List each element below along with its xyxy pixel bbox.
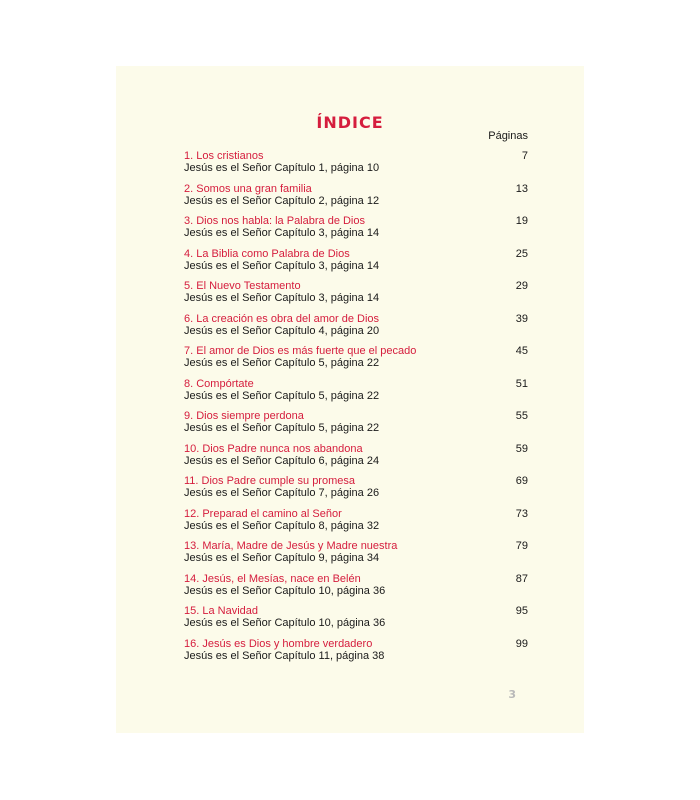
toc-entry-title: 13. María, Madre de Jesús y Madre nuestra	[184, 540, 398, 552]
toc-entry-page-number: 79	[515, 540, 528, 552]
toc-entry-reference: Jesús es el Señor Capítulo 1, página 10	[184, 162, 380, 174]
toc-entry-title: 2. Somos una gran familia	[184, 182, 312, 195]
toc-entry-title: 14. Jesús, el Mesías, nace en Belén	[184, 572, 361, 585]
toc-entry-title: 4. La Biblia como Palabra de Dios	[184, 247, 350, 260]
toc-entry-page-number: 45	[515, 345, 528, 357]
toc-entry-title: 1. Los cristianos	[184, 150, 264, 162]
page-number: 3	[508, 688, 516, 701]
page-title: ÍNDICE	[316, 113, 384, 132]
document-page	[116, 66, 584, 733]
toc-entry-page-number: 39	[515, 312, 528, 325]
toc-entry	[184, 280, 528, 313]
pages-column-header: Páginas	[488, 130, 528, 142]
toc-entry-reference: Jesús es el Señor Capítulo 7, página 26	[184, 487, 380, 499]
toc-entry-page-number: 29	[515, 280, 528, 292]
toc-entry	[184, 638, 528, 671]
toc-entry-title: 8. Compórtate	[184, 377, 254, 390]
toc-entry-page-number: 99	[515, 637, 528, 650]
toc-entry	[184, 215, 528, 248]
toc-entry	[184, 475, 528, 508]
toc-entry-reference: Jesús es el Señor Capítulo 11, página 38	[184, 649, 385, 662]
toc-entry-title: 12. Preparad el camino al Señor	[184, 507, 342, 520]
toc-entry-reference: Jesús es el Señor Capítulo 2, página 12	[184, 194, 380, 207]
toc-entry-page-number: 73	[515, 507, 528, 520]
toc-entry	[184, 183, 528, 216]
toc-entry	[184, 410, 528, 443]
toc-entry-title: 9. Dios siempre perdona	[184, 410, 304, 422]
toc-entry-reference: Jesús es el Señor Capítulo 3, página 14	[184, 259, 380, 272]
toc-entry-page-number: 95	[515, 605, 528, 617]
toc-entry-reference: Jesús es el Señor Capítulo 8, página 32	[184, 519, 380, 532]
toc-entry-reference: Jesús es el Señor Capítulo 3, página 14	[184, 292, 380, 304]
toc-entry-page-number: 7	[521, 150, 528, 162]
toc-entry-title: 3. Dios nos habla: la Palabra de Dios	[184, 215, 365, 227]
toc-entry	[184, 248, 528, 281]
toc-entry-title: 7. El amor de Dios es más fuerte que el pecado	[184, 345, 417, 357]
toc-entry-reference: Jesús es el Señor Capítulo 6, página 24	[184, 454, 380, 467]
toc-entry	[184, 313, 528, 346]
toc-entry	[184, 508, 528, 541]
toc-entry-page-number: 59	[515, 442, 528, 455]
toc-list	[184, 150, 528, 670]
toc-entry-title: 10. Dios Padre nunca nos abandona	[184, 442, 363, 455]
toc-entry	[184, 378, 528, 411]
toc-entry	[184, 573, 528, 606]
toc-entry	[184, 540, 528, 573]
toc-entry	[184, 345, 528, 378]
toc-entry-reference: Jesús es el Señor Capítulo 3, página 14	[184, 227, 380, 239]
toc-entry-reference: Jesús es el Señor Capítulo 9, página 34	[184, 552, 380, 564]
toc-entry-reference: Jesús es el Señor Capítulo 5, página 22	[184, 389, 380, 402]
toc-entry-reference: Jesús es el Señor Capítulo 10, página 36	[184, 584, 386, 597]
toc-entry	[184, 605, 528, 638]
toc-entry	[184, 443, 528, 476]
toc-entry	[184, 150, 528, 183]
toc-entry-title: 11. Dios Padre cumple su promesa	[184, 475, 355, 487]
toc-entry-title: 15. La Navidad	[184, 605, 258, 617]
toc-entry-page-number: 25	[515, 247, 528, 260]
toc-entry-title: 6. La creación es obra del amor de Dios	[184, 312, 380, 325]
toc-entry-page-number: 51	[515, 377, 528, 390]
toc-entry-reference: Jesús es el Señor Capítulo 5, página 22	[184, 357, 380, 369]
toc-entry-page-number: 13	[515, 182, 528, 195]
toc-entry-title: 5. El Nuevo Testamento	[184, 280, 301, 292]
toc-entry-page-number: 19	[515, 215, 528, 227]
toc-entry-page-number: 69	[515, 475, 528, 487]
toc-entry-title: 16. Jesús es Dios y hombre verdadero	[184, 637, 373, 650]
toc-entry-reference: Jesús es el Señor Capítulo 5, página 22	[184, 422, 380, 434]
toc-entry-page-number: 87	[515, 572, 528, 585]
toc-entry-reference: Jesús es el Señor Capítulo 4, página 20	[184, 324, 380, 337]
toc-entry-page-number: 55	[515, 410, 528, 422]
toc-entry-reference: Jesús es el Señor Capítulo 10, página 36	[184, 617, 386, 629]
